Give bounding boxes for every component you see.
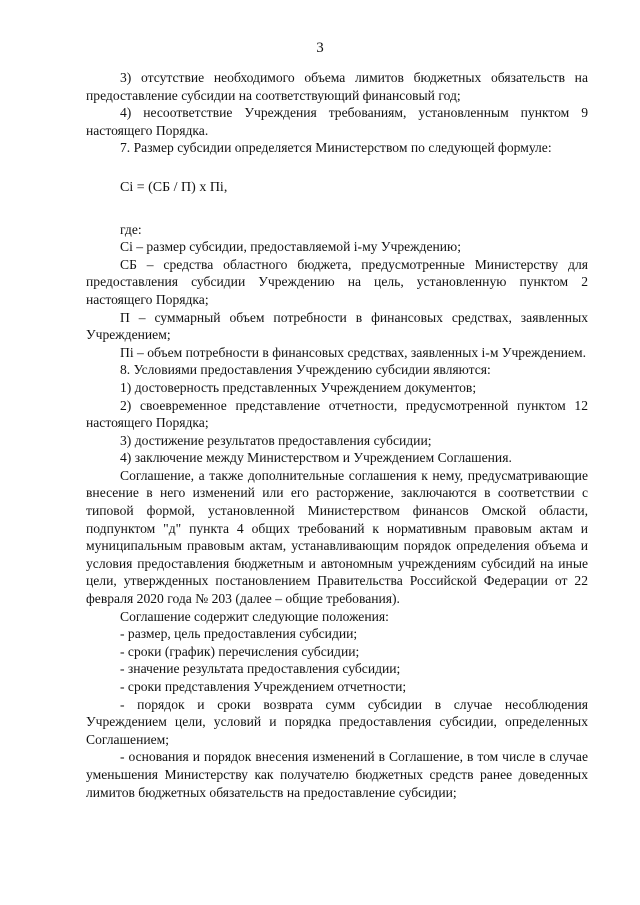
definition-sb: СБ – средства областного бюджета, предусмотренные Министерству для предоставления субсидии Учреждению на цель, установленную пунктом 2 настоящего Порядка; — [86, 256, 588, 307]
paragraph-noncompliance: 4) несоответствие Учреждения требованиям, установленным пунктом 9 настоящего Порядка. — [86, 105, 588, 138]
agreement-contents-heading: Соглашение содержит следующие положения: — [120, 608, 389, 624]
agreement-item: - сроки представления Учреждением отчетности; — [120, 679, 407, 694]
page-number: 3 — [316, 40, 324, 56]
definition-ci: Ci – размер субсидии, предоставляемой i-му Учреждению; — [120, 239, 461, 255]
definition-pi: Пi – объем потребности в финансовых средствах, заявленных i-м Учреждением. — [120, 344, 587, 360]
agreement-paragraph: Соглашение, а также дополнительные соглашения к нему, предусматривающие внесение в него изменений или его расторжение, заключаются в соответствии с типовой формой, установленной Министерством финансов Омской области, подпунктом "д" пункта 4 общих требований к нормативным правовым актам и муниципальным правовым актам, устанавливающим порядок определения объема и условия предоставления бюджетным и автономным учреждениям субсидий на иные цели, утвержденных постановлением Правительства Российской Федерации от 22 февраля 2020 года № 203 (далее – общие требования). — [86, 467, 588, 607]
condition-2: 2) своевременное представление отчетности, предусмотренной пунктом 12 настоящего Порядка; — [86, 397, 588, 431]
agreement-item: - размер, цель предоставления субсидии; — [120, 626, 358, 642]
paragraph-limits: 3) отсутствие необходимого объема лимитов бюджетных обязательств на предоставление субсидии на соответствующий финансовый год; — [86, 70, 588, 103]
definitions-intro: где: — [120, 221, 142, 237]
subsidy-formula: Ci = (СБ / П) x Пi, — [120, 179, 228, 195]
agreement-item: - порядок и сроки возврата сумм субсидии в случае несоблюдения Учреждением цели, условий и порядка предоставления субсидии, определенных Соглашением; — [86, 696, 588, 747]
agreement-item: - основания и порядок внесения изменений в Соглашение, в том числе в случае уменьшения Министерству как получателю бюджетных средств ранее доведенных лимитов бюджетных обязательств на предоставление субсидии; — [86, 749, 588, 800]
condition-3: 3) достижение результатов предоставления субсидии; — [120, 432, 432, 448]
agreement-item: - значение результата предоставления субсидии; — [120, 661, 401, 677]
agreement-item: - сроки (график) перечисления субсидии; — [120, 643, 360, 659]
condition-4: 4) заключение между Министерством и Учреждением Соглашения. — [120, 450, 512, 466]
definition-p: П – суммарный объем потребности в финансовых средствах, заявленных Учреждением; — [86, 309, 588, 343]
document-body — [86, 69, 588, 801]
conditions-heading: 8. Условиями предоставления Учреждению субсидии являются: — [120, 362, 491, 378]
condition-1: 1) достоверность представленных Учреждением документов; — [120, 379, 477, 395]
paragraph-subsidy-size: 7. Размер субсидии определяется Министерством по следующей формуле: — [120, 140, 552, 156]
